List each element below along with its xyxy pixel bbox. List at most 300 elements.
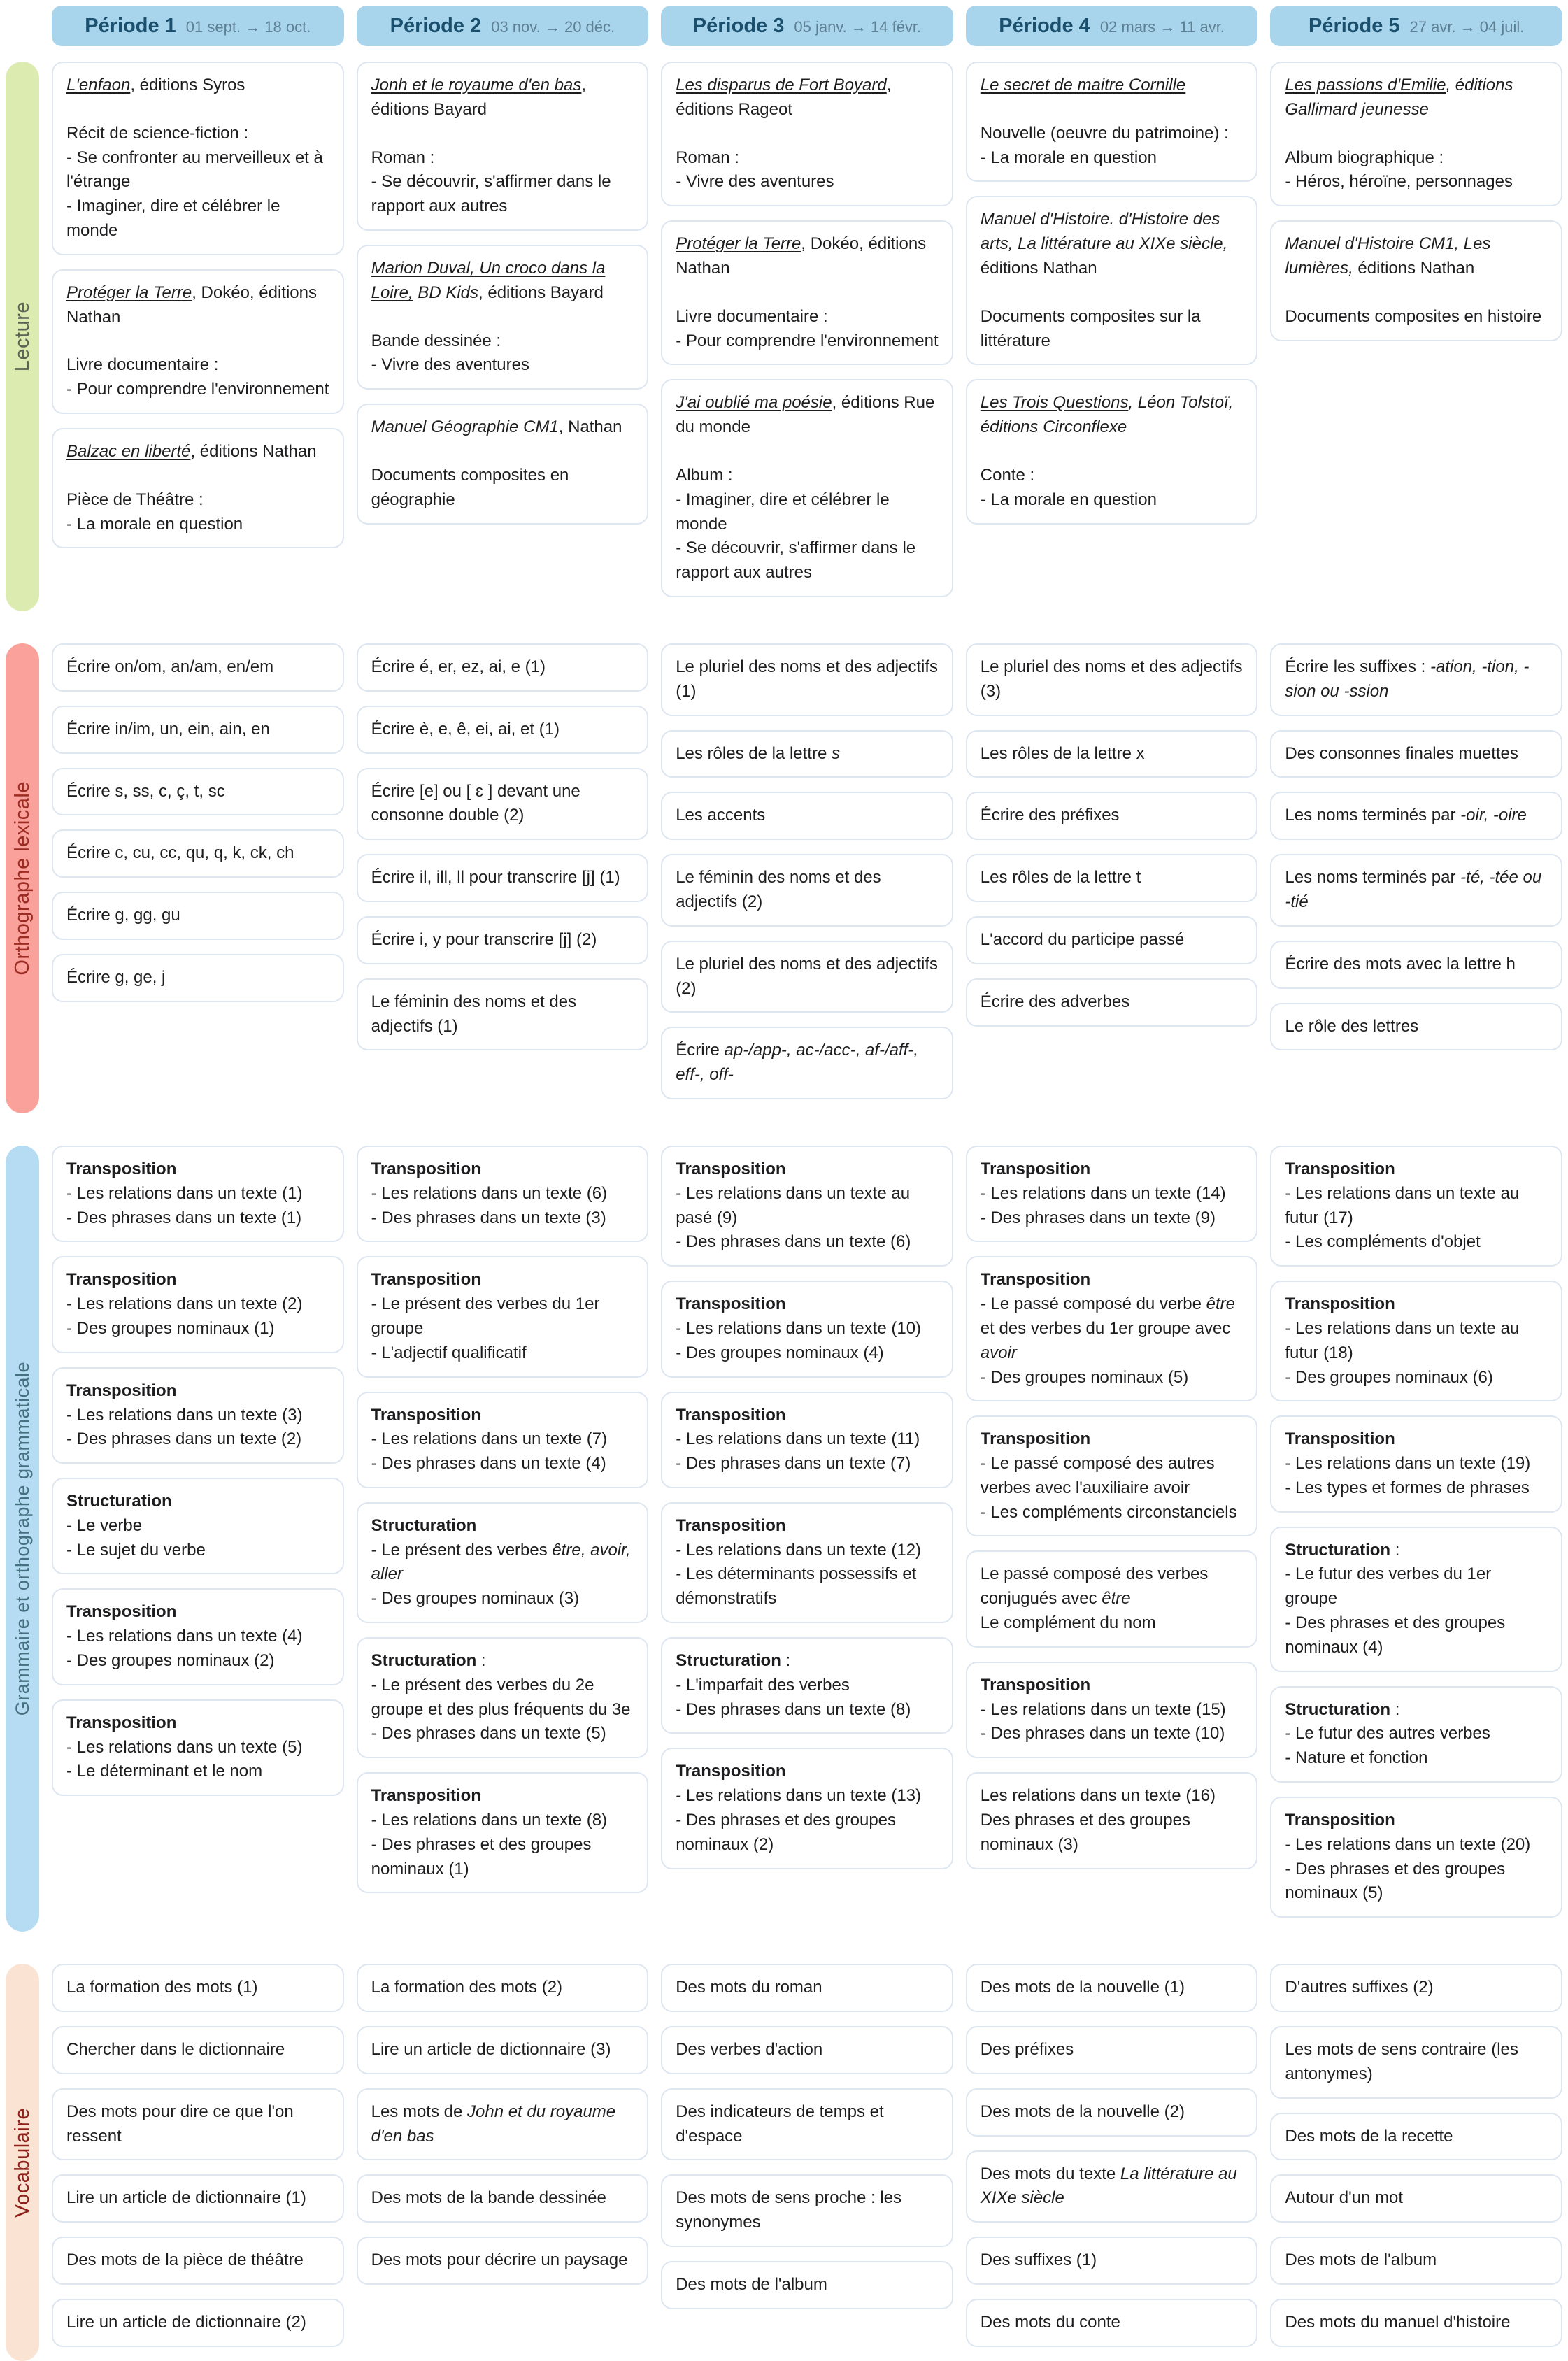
- text-segment: Transposition: [980, 1429, 1091, 1449]
- card-blank-line: [1285, 122, 1548, 146]
- text-segment: Transposition: [980, 1675, 1091, 1695]
- card-line: [1285, 804, 1548, 828]
- card-line: [371, 1341, 634, 1366]
- curriculum-card: [52, 2088, 344, 2161]
- curriculum-card: [661, 1146, 953, 1267]
- card-line: [676, 1514, 939, 1539]
- card-line: [66, 1711, 329, 1736]
- card-line: [66, 1292, 329, 1317]
- card-line: [371, 329, 634, 354]
- curriculum-card: [966, 730, 1258, 778]
- text-segment: :: [1390, 1699, 1400, 1719]
- card-line: [66, 353, 329, 378]
- text-segment: - Des phrases et des groupes nominaux (4): [1285, 1613, 1506, 1657]
- card-blank-line: [66, 329, 329, 353]
- text-segment: Structuration: [676, 1651, 781, 1671]
- card-line: [371, 1784, 634, 1809]
- card-line: [1285, 1476, 1548, 1501]
- text-segment: , éditions Nathan: [190, 441, 317, 461]
- text-segment: Des mots du texte: [980, 2164, 1120, 2183]
- text-segment: - Les relations dans un texte (13): [676, 1786, 922, 1806]
- card-line: [371, 1587, 634, 1611]
- card-line: [981, 1501, 1243, 1525]
- text-segment: - L'adjectif qualificatif: [371, 1343, 527, 1362]
- curriculum-card: [966, 1256, 1258, 1401]
- text-segment: - La morale en question: [980, 490, 1157, 509]
- card-line: [981, 1674, 1243, 1698]
- card-line: [66, 1206, 329, 1231]
- text-segment: , éditions Rageot: [676, 76, 892, 119]
- card-line: [1285, 1366, 1548, 1390]
- card-line: [981, 2038, 1243, 2062]
- text-segment: Écrire c, cu, cc, qu, q, k, ck, ch: [66, 843, 294, 863]
- text-segment: - Le passé composé des autres verbes avec l'auxiliaire avoir: [980, 1454, 1215, 1497]
- curriculum-card: [661, 730, 953, 778]
- text-segment: - Le futur des verbes du 1er groupe: [1285, 1564, 1492, 1609]
- text-segment: - Des phrases dans un texte (8): [676, 1699, 911, 1719]
- text-segment: Les accents: [676, 806, 766, 825]
- card-line: [66, 780, 329, 804]
- text-segment: Bande dessinée :: [371, 331, 501, 350]
- card-line: [66, 440, 329, 464]
- text-segment: - Des phrases dans un texte (6): [676, 1232, 911, 1252]
- card-line: [371, 1514, 634, 1539]
- text-segment: - Des phrases dans un texte (1): [66, 1208, 302, 1227]
- text-segment: Écrire g, ge, j: [66, 967, 166, 987]
- section-grammaire-period-4: [966, 1146, 1258, 1932]
- text-segment: Autour d'un mot: [1285, 2188, 1404, 2208]
- text-segment: Des suffixes (1): [980, 2251, 1097, 2270]
- text-segment: -ation, -tion, -sion ou -ssion: [1285, 657, 1530, 701]
- text-segment: Des préfixes: [980, 2040, 1074, 2060]
- card-line: [66, 1539, 329, 1563]
- curriculum-card: [1270, 2026, 1562, 2099]
- text-segment: - Imaginer, dire et célébrer le monde: [66, 197, 280, 240]
- curriculum-card: [661, 2174, 953, 2247]
- text-segment: - La morale en question: [980, 148, 1157, 167]
- card-line: [371, 655, 634, 680]
- text-segment: - Des phrases dans un texte (4): [371, 1454, 606, 1474]
- curriculum-card: [661, 792, 953, 840]
- period-name: Période 1: [85, 15, 176, 37]
- curriculum-card: [1270, 854, 1562, 927]
- card-line: [1285, 866, 1548, 915]
- curriculum-card: [661, 643, 953, 716]
- card-line: [66, 1600, 329, 1625]
- text-segment: Chercher dans le dictionnaire: [66, 2040, 285, 2060]
- curriculum-card: [52, 706, 344, 754]
- curriculum-card: [52, 62, 344, 255]
- text-segment: - Les relations dans un texte (14): [980, 1183, 1226, 1203]
- card-line: [1285, 1611, 1548, 1660]
- card-blank-line: [371, 306, 634, 329]
- card-line: [676, 329, 939, 354]
- curriculum-card: [52, 1256, 344, 1353]
- curriculum-card: [357, 643, 649, 692]
- period-header-4: [966, 6, 1258, 46]
- card-line: [1285, 1833, 1548, 1857]
- text-segment: - Les relations dans un texte (1): [66, 1183, 303, 1203]
- text-segment: Protéger la Terre: [66, 283, 192, 302]
- curriculum-card: [1270, 730, 1562, 778]
- card-line: [371, 2038, 634, 2062]
- curriculum-card: [1270, 1281, 1562, 1401]
- text-segment: Des mots du manuel d'histoire: [1285, 2313, 1511, 2332]
- text-segment: - Se confronter au merveilleux et à l'étrange: [66, 148, 323, 192]
- text-segment: - Des groupes nominaux (3): [371, 1589, 580, 1609]
- card-line: [676, 2038, 939, 2062]
- text-segment: , Léon Tolstoï, éditions Circonflexe: [980, 393, 1234, 437]
- text-segment: Lire un article de dictionnaire (3): [371, 2040, 611, 2060]
- curriculum-card: [1270, 220, 1562, 341]
- card-line: [66, 1760, 329, 1784]
- text-segment: Écrire é, er, ez, ai, e (1): [371, 657, 546, 676]
- card-line: [981, 1182, 1243, 1206]
- card-line: [371, 928, 634, 953]
- curriculum-card: [357, 854, 649, 902]
- text-segment: Documents composites en histoire: [1285, 306, 1542, 326]
- card-line: [371, 1452, 634, 1476]
- text-segment: Nouvelle (oeuvre du patrimoine) :: [980, 123, 1229, 143]
- card-blank-line: [981, 98, 1243, 122]
- card-line: [676, 305, 939, 329]
- text-segment: BD Kids: [413, 283, 479, 302]
- card-line: [66, 146, 329, 195]
- card-line: [66, 718, 329, 742]
- card-line: [66, 2186, 329, 2211]
- curriculum-card: [52, 428, 344, 548]
- text-segment: Des mots de la pièce de théâtre: [66, 2251, 304, 2270]
- text-segment: Conte :: [980, 465, 1035, 485]
- card-line: [981, 73, 1243, 98]
- text-segment: Les rôles de la lettre: [676, 743, 832, 763]
- curriculum-card: [357, 1502, 649, 1623]
- card-line: [66, 1625, 329, 1649]
- curriculum-card: [1270, 2174, 1562, 2223]
- text-segment: - Le présent des verbes: [371, 1540, 553, 1560]
- text-segment: - Les relations dans un texte (7): [371, 1429, 608, 1449]
- text-segment: Des mots du roman: [676, 1978, 822, 1997]
- text-segment: Manuel d'Histoire. d'Histoire des arts, La littérature au XIXe siècle,: [980, 210, 1228, 254]
- curriculum-card: [52, 1699, 344, 1796]
- text-segment: Transposition: [1285, 1429, 1395, 1449]
- text-segment: Les Trois Questions: [980, 393, 1129, 413]
- card-line: [1285, 1182, 1548, 1231]
- curriculum-card: [52, 643, 344, 692]
- card-line: [676, 232, 939, 281]
- card-blank-line: [676, 440, 939, 464]
- curriculum-card: [357, 62, 649, 231]
- text-segment: - Le passé composé du verbe: [980, 1294, 1206, 1314]
- card-line: [66, 488, 329, 513]
- curriculum-card: [966, 2026, 1258, 2074]
- section-orthographe-lexicale-period-4: [966, 643, 1258, 1113]
- curriculum-card: [357, 1772, 649, 1893]
- card-line: [1285, 2038, 1548, 2087]
- curriculum-card: [357, 978, 649, 1051]
- text-segment: - Des groupes nominaux (2): [66, 1651, 275, 1671]
- card-line: [371, 353, 634, 378]
- curriculum-card: [1270, 643, 1562, 716]
- text-segment: - Les compléments circonstanciels: [980, 1502, 1237, 1522]
- text-segment: Les noms terminés par: [1285, 806, 1461, 825]
- text-segment: éditions Nathan: [980, 258, 1097, 278]
- text-segment: Transposition: [371, 1405, 481, 1425]
- text-segment: ap-/app-, ac-/acc-, af-/aff-, eff-, off-: [676, 1041, 918, 1085]
- curriculum-card: [966, 196, 1258, 365]
- text-segment: Manuel d'Histoire CM1, Les lumières,: [1285, 234, 1491, 278]
- period-header-1: [52, 6, 344, 46]
- text-segment: Transposition: [66, 1381, 177, 1400]
- text-segment: - Nature et fonction: [1285, 1748, 1428, 1768]
- card-line: [676, 1760, 939, 1784]
- text-segment: - Les compléments d'objet: [1285, 1232, 1481, 1252]
- card-line: [66, 122, 329, 146]
- card-line: [981, 1562, 1243, 1611]
- text-segment: Transposition: [676, 1515, 786, 1535]
- text-segment: - Vivre des aventures: [371, 355, 529, 375]
- text-segment: Écrire les suffixes :: [1285, 657, 1431, 676]
- card-line: [676, 1182, 939, 1231]
- curriculum-card: [661, 379, 953, 597]
- curriculum-card: [52, 768, 344, 816]
- sections-grid: [6, 62, 1562, 2361]
- card-line: [981, 1157, 1243, 1182]
- card-line: [981, 804, 1243, 828]
- curriculum-card: [661, 2026, 953, 2074]
- text-segment: - Des phrases et des groupes nominaux (1): [371, 1834, 592, 1878]
- text-segment: - Le futur des autres verbes: [1285, 1724, 1490, 1743]
- curriculum-card: [661, 1637, 953, 1734]
- card-line: [371, 2248, 634, 2273]
- section-lecture-period-1: [52, 62, 344, 611]
- text-segment: -oir, -oire: [1460, 806, 1527, 825]
- curriculum-card: [1270, 2113, 1562, 2161]
- text-segment: - Le sujet du verbe: [66, 1540, 206, 1560]
- card-line: [981, 742, 1243, 766]
- section-vocabulaire-period-3: [661, 1964, 953, 2361]
- card-line: [1285, 1539, 1548, 1563]
- text-segment: - Les déterminants possessifs et démonstratifs: [676, 1564, 917, 1609]
- text-segment: - Les relations dans un texte (8): [371, 1811, 608, 1830]
- curriculum-card: [966, 916, 1258, 964]
- text-segment: , Nathan: [558, 418, 622, 437]
- section-label-orthographe-lexicale: [6, 643, 39, 1113]
- card-blank-line: [676, 281, 939, 305]
- curriculum-card: [966, 2150, 1258, 2223]
- curriculum-card: [661, 941, 953, 1013]
- curriculum-card: [357, 916, 649, 964]
- period-header-5: [1270, 6, 1562, 46]
- curriculum-card: [357, 2174, 649, 2223]
- curriculum-card: [1270, 1146, 1562, 1267]
- card-line: [1285, 2248, 1548, 2273]
- text-segment: Des mots de sens proche : les synonymes: [676, 2188, 902, 2232]
- text-segment: Des mots du conte: [980, 2313, 1120, 2332]
- curriculum-card: [357, 2237, 649, 2285]
- curriculum-card: [357, 1256, 649, 1377]
- card-line: [371, 1539, 634, 1588]
- card-line: [981, 990, 1243, 1015]
- text-segment: Le passé composé des verbes conjugués avec: [980, 1564, 1209, 1609]
- text-segment: Écrire i, y pour transcrire [j] (2): [371, 929, 597, 949]
- card-line: [676, 742, 939, 766]
- curriculum-card: [966, 379, 1258, 524]
- text-segment: Lire un article de dictionnaire (2): [66, 2313, 306, 2332]
- card-line: [1285, 1722, 1548, 1746]
- card-line: [981, 122, 1243, 146]
- card-line: [1285, 146, 1548, 171]
- section-orthographe-lexicale-period-3: [661, 643, 953, 1113]
- curriculum-card: [52, 2299, 344, 2347]
- text-segment: - Les relations dans un texte au futur (18): [1285, 1318, 1520, 1362]
- text-segment: - La morale en question: [66, 514, 243, 534]
- card-line: [371, 415, 634, 440]
- card-line: [66, 1157, 329, 1182]
- text-segment: - Les relations dans un texte (12): [676, 1540, 922, 1560]
- text-segment: Des mots pour dire ce que l'on ressent: [66, 2102, 294, 2146]
- text-segment: Écrire il, ill, ll pour transcrire [j] (1): [371, 868, 620, 887]
- text-segment: et des verbes du 1er groupe avec: [980, 1318, 1231, 1338]
- text-segment: La formation des mots (1): [66, 1978, 258, 1997]
- curriculum-card: [966, 1415, 1258, 1536]
- section-lecture-period-3: [661, 62, 953, 611]
- card-line: [66, 655, 329, 680]
- card-line: [1285, 305, 1548, 329]
- card-line: [676, 1809, 939, 1857]
- curriculum-card: [661, 854, 953, 927]
- curriculum-card: [661, 2088, 953, 2161]
- text-segment: - Les relations dans un texte (20): [1285, 1834, 1531, 1854]
- curriculum-card: [966, 2088, 1258, 2137]
- text-segment: Documents composites en géographie: [371, 465, 569, 509]
- section-grammaire-period-2: [357, 1146, 649, 1932]
- text-segment: - Héros, héroïne, personnages: [1285, 172, 1513, 192]
- curriculum-card: [966, 1550, 1258, 1647]
- curriculum-card: [1270, 62, 1562, 206]
- card-line: [66, 1649, 329, 1674]
- curriculum-card: [661, 1964, 953, 2012]
- card-line: [676, 2100, 939, 2149]
- text-segment: - Le présent des verbes du 2e groupe et des plus fréquents du 3e: [371, 1675, 631, 1719]
- curriculum-card: [357, 2026, 649, 2074]
- text-segment: Des mots de la nouvelle (2): [980, 2102, 1185, 2121]
- text-segment: s: [831, 743, 840, 763]
- card-line: [981, 866, 1243, 890]
- text-segment: Des mots de l'album: [676, 2275, 827, 2295]
- text-segment: Structuration: [66, 1492, 172, 1511]
- text-segment: être: [1206, 1294, 1236, 1314]
- text-segment: Transposition: [371, 1786, 481, 1806]
- card-line: [371, 73, 634, 122]
- text-segment: Les rôles de la lettre x: [980, 743, 1145, 763]
- curriculum-card: [357, 1964, 649, 2012]
- text-segment: - Les relations dans un texte au pasé (9): [676, 1183, 911, 1227]
- card-line: [676, 1317, 939, 1341]
- card-line: [981, 1611, 1243, 1636]
- card-line: [676, 1784, 939, 1809]
- card-blank-line: [66, 98, 329, 122]
- card-line: [676, 655, 939, 704]
- text-segment: Roman :: [371, 148, 435, 167]
- card-line: [1285, 742, 1548, 766]
- card-line: [676, 866, 939, 915]
- period-header-2: [357, 6, 649, 46]
- period-header-row: [6, 6, 1562, 46]
- card-line: [371, 1833, 634, 1882]
- text-segment: Protéger la Terre: [676, 234, 801, 254]
- curriculum-card: [52, 269, 344, 414]
- card-line: [1285, 1452, 1548, 1476]
- curriculum-card: [1270, 1964, 1562, 2012]
- text-segment: D'autres suffixes (2): [1285, 1978, 1434, 1997]
- curriculum-card: [661, 220, 953, 365]
- text-segment: Des mots de la recette: [1285, 2126, 1453, 2146]
- card-line: [371, 1404, 634, 1428]
- card-line: [1285, 655, 1548, 704]
- text-segment: Écrire è, e, ê, ei, ai, et (1): [371, 719, 560, 739]
- card-line: [66, 1317, 329, 1341]
- section-vocabulaire-period-2: [357, 1964, 649, 2361]
- curriculum-card: [966, 2237, 1258, 2285]
- card-line: [981, 1268, 1243, 1292]
- text-segment: - Des phrases dans un texte (9): [980, 1208, 1216, 1227]
- text-segment: Les rôles de la lettre t: [980, 868, 1141, 887]
- card-line: [676, 1698, 939, 1722]
- text-segment: - Les types et formes de phrases: [1285, 1478, 1530, 1497]
- card-line: [676, 1539, 939, 1563]
- card-line: [981, 208, 1243, 280]
- section-label-text: Grammaire et orthographe grammaticale: [11, 1361, 33, 1716]
- text-segment: - Des groupes nominaux (6): [1285, 1367, 1493, 1387]
- text-segment: Le pluriel des noms et des adjectifs (3): [980, 657, 1243, 701]
- text-segment: - Les relations dans un texte au futur (17): [1285, 1183, 1520, 1227]
- card-blank-line: [66, 464, 329, 488]
- curriculum-card: [52, 2174, 344, 2223]
- card-line: [371, 170, 634, 219]
- text-segment: Les noms terminés par: [1285, 868, 1461, 887]
- card-line: [371, 1722, 634, 1746]
- text-segment: Des mots de la bande dessinée: [371, 2188, 606, 2208]
- card-line: [66, 2038, 329, 2062]
- text-segment: Lire un article de dictionnaire (1): [66, 2188, 306, 2208]
- curriculum-card: [52, 892, 344, 940]
- card-line: [1285, 1230, 1548, 1255]
- curriculum-card: [357, 1146, 649, 1242]
- text-segment: , Dokéo, éditions Nathan: [676, 234, 927, 278]
- text-segment: - Les relations dans un texte (5): [66, 1737, 303, 1757]
- text-segment: -té, -tée ou -tié: [1285, 868, 1542, 911]
- curriculum-card: [966, 1146, 1258, 1242]
- text-segment: Le complément du nom: [980, 1613, 1156, 1633]
- text-segment: L'accord du participe passé: [980, 929, 1185, 949]
- card-line: [676, 1341, 939, 1366]
- card-line: [676, 1649, 939, 1674]
- section-grammaire-period-5: [1270, 1146, 1562, 1932]
- card-line: [981, 488, 1243, 513]
- text-segment: Structuration: [371, 1515, 477, 1535]
- text-segment: Transposition: [1285, 1159, 1395, 1178]
- card-line: [676, 536, 939, 585]
- curriculum-card: [357, 2088, 649, 2161]
- card-line: [981, 1366, 1243, 1390]
- section-label-text: Orthographe lexicale: [10, 781, 34, 976]
- text-segment: - Les relations dans un texte (4): [66, 1627, 303, 1646]
- text-segment: :: [1390, 1540, 1400, 1560]
- curriculum-card: [966, 978, 1258, 1027]
- card-line: [676, 1039, 939, 1087]
- card-line: [676, 1976, 939, 2000]
